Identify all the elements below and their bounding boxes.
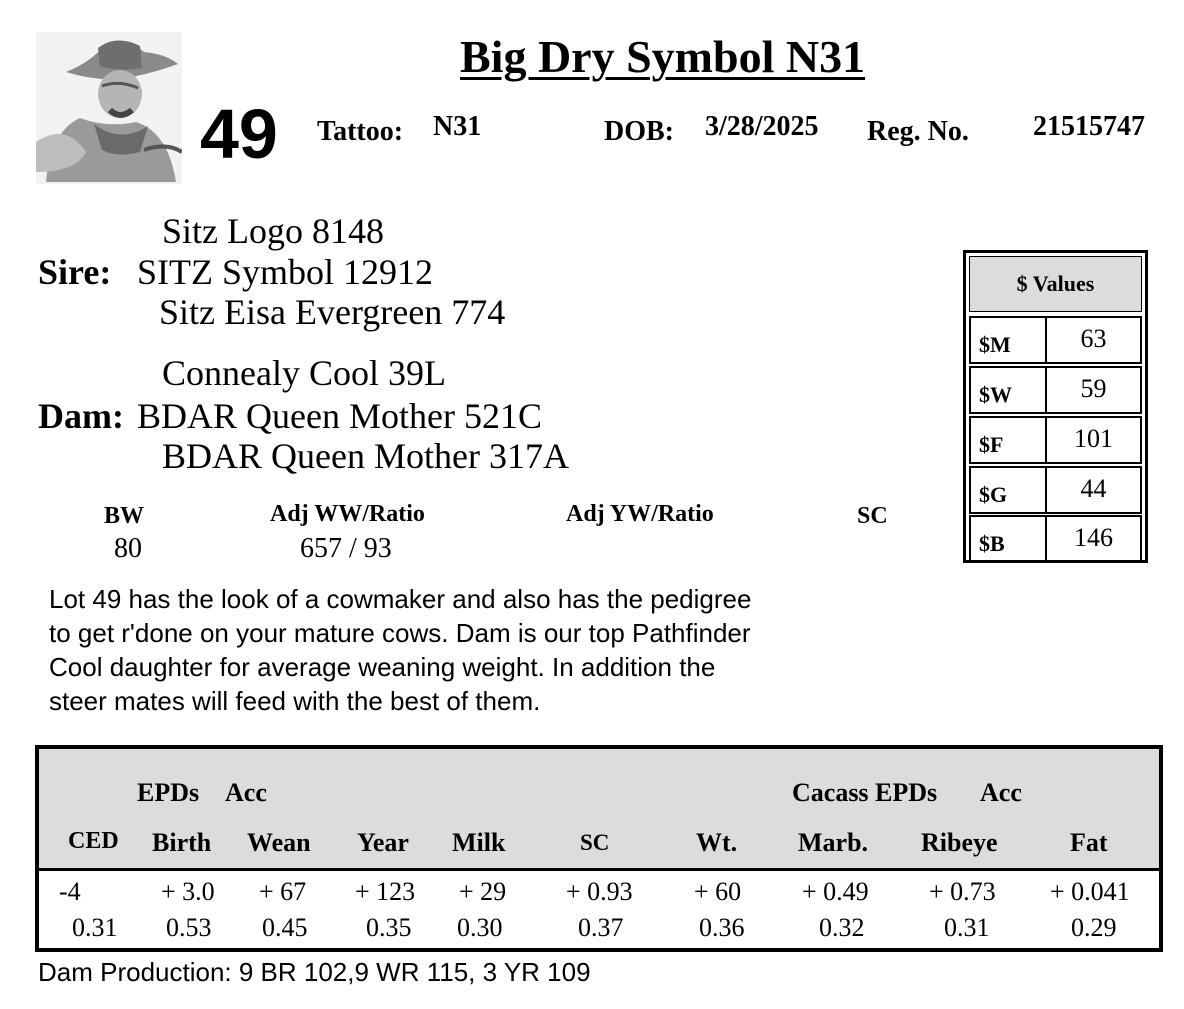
epd-value-birth: + 3.0 (161, 877, 215, 906)
epd-value-sc: + 0.93 (566, 877, 633, 906)
epd-value-marb: + 0.49 (802, 877, 869, 906)
reg-no-value: 21515747 (1033, 111, 1145, 142)
dollar-value-row-m (969, 316, 1142, 364)
epd-value-milk: + 29 (459, 877, 507, 906)
tattoo-value: N31 (433, 111, 482, 142)
dollar-value-label: $W (969, 366, 1047, 414)
epd-acc-ribeye: 0.31 (944, 913, 990, 942)
carcass-epd-group-label: Cacass EPDs (792, 778, 938, 807)
dollar-value-amount: 63 (1047, 316, 1142, 364)
epd-col-birth: Birth (152, 828, 212, 857)
epd-value-ribeye: + 0.73 (929, 877, 996, 906)
cowboy-portrait-icon (36, 32, 182, 184)
dollar-value-amount: 59 (1047, 366, 1142, 414)
carcass-acc-label: Acc (980, 778, 1022, 807)
dollar-value-row-w (969, 366, 1142, 414)
epd-table (35, 745, 1163, 952)
epd-col-fat: Fat (1070, 828, 1108, 857)
epd-acc-marb: 0.32 (819, 913, 865, 942)
epd-acc-ced: 0.31 (72, 913, 118, 942)
dob-label: DOB: (604, 116, 674, 147)
epd-value-year: + 123 (355, 877, 416, 906)
adj-ww-value: 657 / 93 (300, 533, 392, 564)
dam-dam: BDAR Queen Mother 317A (162, 436, 569, 476)
dollar-value-amount: 146 (1047, 515, 1142, 563)
dam-sire: Connealy Cool 39L (162, 353, 446, 393)
sire-dam: Sitz Eisa Evergreen 774 (159, 292, 506, 332)
epd-acc-wean: 0.45 (262, 913, 308, 942)
dam-production: Dam Production: 9 BR 102,9 WR 115, 3 YR 109 (38, 957, 591, 987)
epd-col-ribeye: Ribeye (921, 828, 998, 857)
epd-acc-sc: 0.37 (578, 913, 624, 942)
bw-label: BW (104, 503, 145, 529)
epd-acc-year: 0.35 (366, 913, 412, 942)
epd-col-wt: Wt. (696, 828, 738, 857)
epd-value-wean: + 67 (259, 877, 307, 906)
lot-description: Lot 49 has the look of a cowmaker and also has the pedigree to get r'done on your mature cows. Dam is our top Pathfinder Cool daughter for average weaning weight. In addition the steer mates will feed with the best of them. (49, 584, 752, 716)
animal-name-title: Big Dry Symbol N31 (460, 31, 866, 82)
dollar-values-table (963, 250, 1148, 563)
epd-col-year: Year (357, 828, 409, 857)
dollar-value-row-f (969, 416, 1142, 464)
epd-col-wean: Wean (247, 828, 311, 857)
epd-value-fat: + 0.041 (1050, 877, 1130, 906)
sc-label: SC (857, 503, 888, 529)
dollar-value-amount: 101 (1047, 416, 1142, 464)
epd-value-wt: + 60 (694, 877, 742, 906)
epd-acc-fat: 0.29 (1071, 913, 1117, 942)
epd-col-milk: Milk (452, 828, 506, 857)
tattoo-label: Tattoo: (317, 116, 404, 147)
dam-label: Dam: (38, 396, 124, 436)
dollar-value-row-g (969, 466, 1142, 514)
dollar-value-label: $G (969, 466, 1047, 514)
dollar-value-label: $M (969, 316, 1047, 364)
epd-table-header (39, 749, 1159, 871)
adj-ww-label: Adj WW/Ratio (270, 501, 425, 527)
dollar-value-row-b (969, 515, 1142, 563)
epd-acc-wt: 0.36 (699, 913, 745, 942)
dollar-value-amount: 44 (1047, 466, 1142, 514)
reg-no-label: Reg. No. (867, 116, 969, 147)
sire-label: Sire: (38, 252, 112, 292)
dollar-value-label: $F (969, 416, 1047, 464)
epd-group-label: EPDs (137, 778, 200, 807)
lot-number: 49 (200, 95, 278, 173)
epd-col-sc: SC (580, 830, 610, 855)
dam-name: BDAR Queen Mother 521C (137, 396, 542, 436)
dob-value: 3/28/2025 (705, 111, 819, 142)
bw-value: 80 (114, 533, 142, 564)
epd-acc-birth: 0.53 (166, 913, 212, 942)
epd-acc-milk: 0.30 (457, 913, 503, 942)
dollar-values-title: $ Values (969, 256, 1142, 312)
epd-col-marb: Marb. (798, 828, 869, 857)
adj-yw-label: Adj YW/Ratio (566, 501, 714, 527)
epd-col-ced: CED (68, 828, 119, 854)
dollar-value-label: $B (969, 515, 1047, 563)
sire-name: SITZ Symbol 12912 (137, 252, 434, 292)
epd-acc-label: Acc (225, 778, 267, 807)
epd-value-ced: -4 (59, 877, 81, 906)
sire-sire: Sitz Logo 8148 (162, 211, 384, 251)
